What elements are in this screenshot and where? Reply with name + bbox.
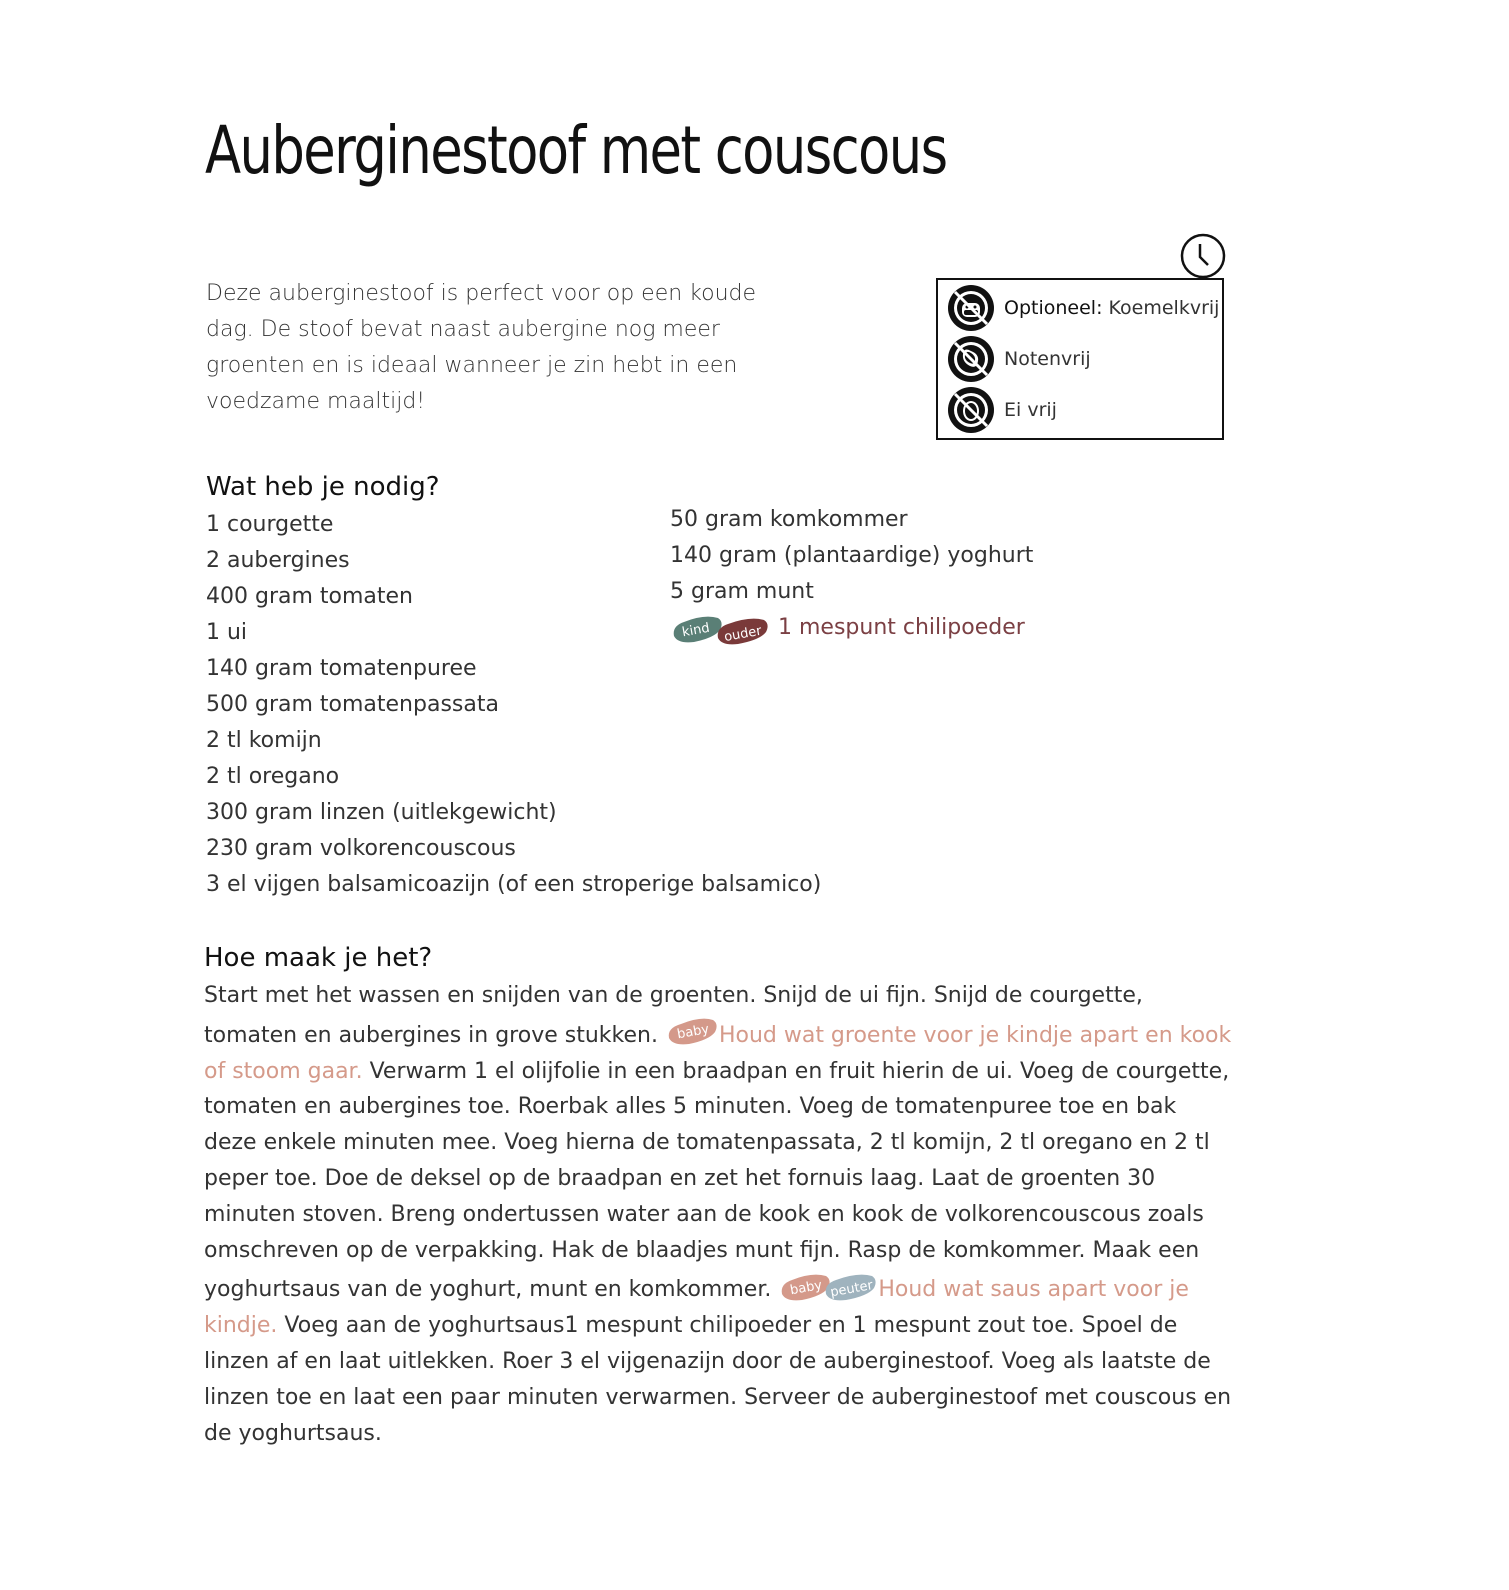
badge-baby xyxy=(665,1014,719,1048)
ingredient-item: 1 courgette xyxy=(206,512,334,537)
ingredient-item: 140 gram (plantaardige) yoghurt xyxy=(670,543,1034,568)
ingredient-item: 500 gram tomatenpassata xyxy=(206,692,499,717)
ingredients-list-2 xyxy=(670,502,1033,646)
ingredient-item: 2 tl komijn xyxy=(206,728,322,753)
ingredient-special-text: 1 mespunt chilipoeder xyxy=(778,615,1025,640)
method-part-1: Start met het wassen en snijden van de groenten. Snijd de ui fijn. Snijd de courgette, tomaten en aubergines in grove stukken. xyxy=(204,983,1143,1048)
ingredient-item-special xyxy=(670,610,1033,646)
ingredient-item: 2 aubergines xyxy=(206,548,350,573)
ingredient-item: 3 el vijgen balsamicoazijn (of een stroperige balsamico) xyxy=(206,872,822,897)
allergen-label: Koemelkvrij xyxy=(1108,297,1220,319)
no-egg-icon xyxy=(946,385,996,435)
ingredient-item: 400 gram tomaten xyxy=(206,584,414,609)
method-heading: Hoe maak je het? xyxy=(204,943,433,973)
recipe-intro: Deze auberginestoof is perfect voor op een koude dag. De stoof bevat naast aubergine nog meer groenten en is ideaal wanneer je zin hebt in een voedzame maaltijd! xyxy=(206,281,757,414)
ingredient-item: 300 gram linzen (uitlekgewicht) xyxy=(206,800,557,825)
allergen-row-dairy xyxy=(946,283,1219,333)
allergen-prefix: Optioneel: xyxy=(1004,297,1103,319)
ingredient-item: 1 ui xyxy=(206,620,248,645)
badge-baby-label: baby xyxy=(789,1278,824,1299)
allergen-row-egg xyxy=(946,385,1057,435)
badge-peuter-label: peuter xyxy=(829,1278,875,1301)
ingredient-item: 5 gram munt xyxy=(670,579,814,604)
ingredients-heading: Wat heb je nodig? xyxy=(206,472,440,502)
badge-baby-label: baby xyxy=(675,1021,711,1043)
ingredient-item: 140 gram tomatenpuree xyxy=(206,656,477,681)
badge-kind-label: kind xyxy=(680,620,711,641)
badges-baby-peuter xyxy=(778,1268,878,1302)
method-part-2: Verwarm 1 el olijfolie in een braadpan en fruit hierin de ui. Voeg de courgette, tomaten en aubergines toe. Roerbak alles 5 minuten. Voeg de tomatenpuree toe en bak deze enkele minuten mee. Voeg hierna de tomatenpassata, 2 tl komijn, 2 tl oregano en 2 tl peper toe. Doe de deksel op de braadpan en zet het fornuis laag. Laat de groenten 30 minuten stoven. Breng ondertussen water aan de kook en kook de volkorencouscous zoals omschreven op de verpakking. Hak de blaadjes munt fijn. Rasp de komkommer. Maak een yoghurtsaus van de yoghurt, munt en komkommer. xyxy=(204,1058,1230,1303)
allergen-label: Ei vrij xyxy=(1004,399,1057,421)
ingredient-item: 50 gram komkommer xyxy=(670,507,908,532)
allergen-row-nuts xyxy=(946,334,1091,384)
no-cow-milk-icon xyxy=(946,283,996,333)
allergen-label: Notenvrij xyxy=(1004,348,1091,370)
ingredient-item: 2 tl oregano xyxy=(206,764,340,789)
recipe-title: Auberginestoof met couscous xyxy=(205,112,947,189)
tip-baby-groente: Houd wat groente voor je kindje apart en kook of stoom gaar. xyxy=(204,1022,1232,1084)
audience-badges xyxy=(670,610,770,646)
tip-baby-peuter-saus: Houd wat saus apart voor je kindje. xyxy=(204,1277,1189,1339)
ingredient-item: 230 gram volkorencouscous xyxy=(206,836,516,861)
method-text xyxy=(204,978,1234,1451)
method-part-3: Voeg aan de yoghurtsaus1 mespunt chilipoeder en 1 mespunt zout toe. Spoel de linzen af en laat uitlekken. Roer 3 el vijgenazijn door de auberginestoof. Voeg als laatste de linzen toe en laat een paar minuten verwarmen. Serveer de auberginestoof met couscous en de yoghurtsaus. xyxy=(204,1313,1232,1446)
allergen-box xyxy=(936,278,1224,440)
badge-ouder-label: ouder xyxy=(723,623,763,646)
clock-icon xyxy=(1180,233,1226,279)
no-nuts-icon xyxy=(946,334,996,384)
